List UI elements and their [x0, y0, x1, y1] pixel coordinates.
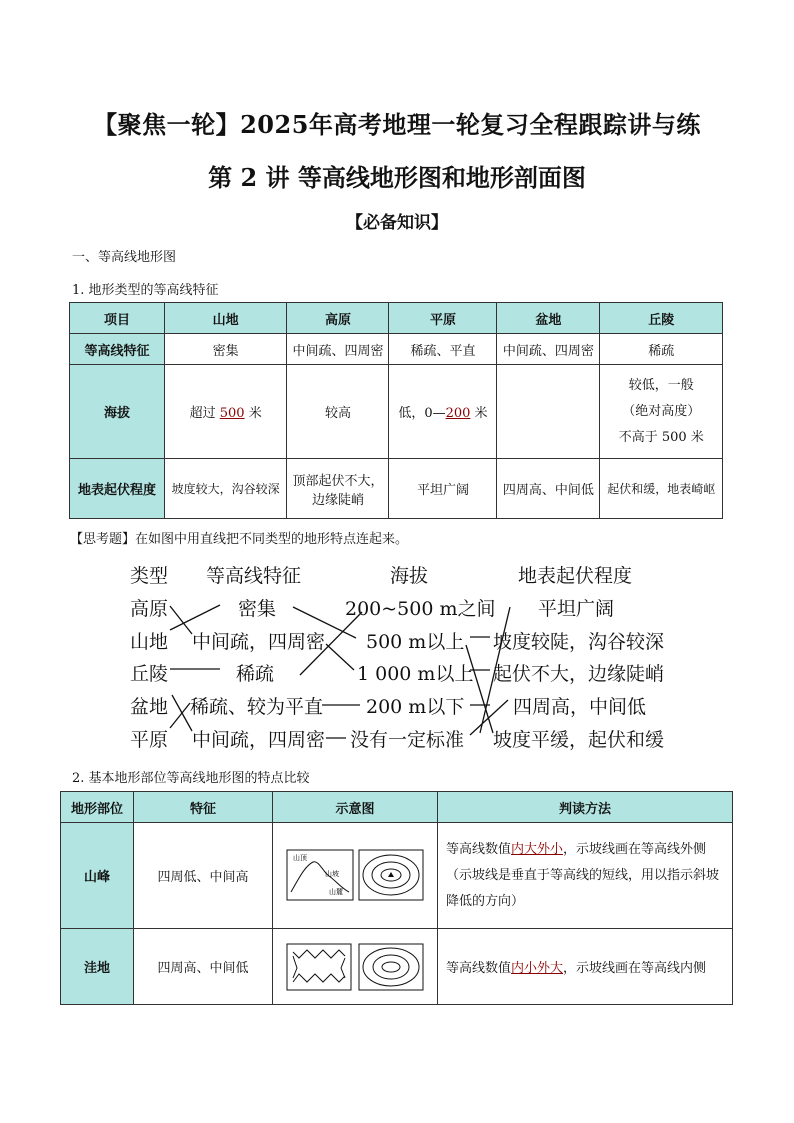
text: 低，0— — [398, 406, 446, 421]
match-relief: 四周高，中间低 — [513, 696, 647, 718]
cell: 四周高、中间低 — [134, 929, 273, 1005]
header-item: 项目 — [70, 303, 165, 334]
match-header: 等高线特征 — [206, 565, 302, 587]
cell: 稀疏 — [600, 334, 723, 365]
document-title: 【聚焦一轮】2025年高考地理一轮复习全程跟踪讲与练 — [93, 110, 701, 139]
match-type: 平原 — [130, 729, 169, 751]
think-question: 【思考题】在如图中用直线把不同类型的地形特点连起来。 — [70, 532, 409, 547]
cell: 较高 — [287, 365, 389, 459]
highlight-text: 内大外小 — [511, 841, 564, 857]
text-line: 较低，一般 — [628, 377, 694, 393]
text: ，示坡线画在等高线外侧（示坡线是垂直于等高线的短线，用以指示斜坡降低的方向） — [446, 841, 720, 909]
header-feature: 特征 — [134, 792, 273, 823]
header-diagram: 示意图 — [273, 792, 438, 823]
text: 等高线数值 — [446, 961, 512, 976]
cell: 中间疏、四周密 — [287, 334, 389, 365]
method-cell — [438, 823, 733, 929]
depression-diagram — [285, 942, 425, 992]
match-relief: 坡度平缓，起伏和缓 — [493, 729, 665, 751]
match-type: 丘陵 — [130, 663, 169, 685]
diagram-label: 山坡 — [325, 869, 339, 878]
header-hill: 丘陵 — [600, 303, 723, 334]
peak-diagram — [285, 848, 425, 904]
cell: 起伏和缓，地表崎岖 — [600, 459, 723, 519]
match-contour: 稀疏、较为平直 — [190, 696, 324, 718]
match-type: 盆地 — [130, 696, 169, 718]
cell: 稀疏、平直 — [389, 334, 497, 365]
row-label-relief: 地表起伏程度 — [70, 459, 165, 519]
match-header: 类型 — [130, 565, 169, 587]
match-altitude: 1 000 m以上 — [357, 663, 474, 685]
subheading-2: 2. 基本地形部位等高线地形图的特点比较 — [72, 771, 310, 786]
cell: 密集 — [164, 334, 286, 365]
lesson-title: 第 2 讲 等高线地形图和地形剖面图 — [208, 163, 586, 192]
match-header: 地表起伏程度 — [518, 565, 633, 587]
text: 等高线数值 — [446, 841, 512, 857]
cell — [497, 365, 600, 459]
text: 米 — [244, 406, 262, 421]
match-altitude: 200~500 m之间 — [345, 598, 496, 620]
match-type: 高原 — [130, 598, 169, 620]
match-contour: 中间疏，四周密 — [192, 729, 326, 751]
contour-frame — [359, 944, 423, 990]
subheading-1: 1. 地形类型的等高线特征 — [72, 283, 219, 298]
match-relief: 坡度较陡，沟谷较深 — [493, 631, 665, 653]
match-contour: 密集 — [238, 598, 277, 620]
text: ，示坡线画在等高线内侧 — [563, 961, 707, 976]
cell: 坡度较大，沟谷较深 — [164, 459, 286, 519]
text: 超过 — [189, 406, 220, 421]
match-relief: 平坦广阔 — [538, 598, 615, 620]
row-label-peak: 山峰 — [61, 823, 134, 929]
cell: 四周高、中间低 — [497, 459, 600, 519]
cell — [389, 365, 497, 459]
highlight-number: 500 — [219, 406, 245, 421]
section-label: 【必备知识】 — [346, 213, 448, 233]
match-line — [170, 606, 192, 634]
match-altitude: 200 m以下 — [366, 696, 465, 718]
match-altitude: 500 m以上 — [366, 631, 465, 653]
diagram-label: 山麓 — [329, 887, 343, 896]
match-type: 山地 — [130, 631, 169, 653]
match-header: 海拔 — [390, 565, 429, 587]
terrain-type-table — [69, 302, 723, 519]
part-heading: 一、等高线地形图 — [72, 250, 177, 265]
row-label-altitude: 海拔 — [70, 365, 165, 459]
peak-diagram-cell — [273, 823, 438, 929]
header-mountain: 山地 — [164, 303, 286, 334]
match-contour: 稀疏 — [236, 663, 275, 685]
match-altitude: 没有一定标准 — [350, 729, 465, 751]
match-line — [172, 695, 192, 731]
cell — [164, 365, 286, 459]
cell — [600, 365, 723, 459]
highlight-text: 内小外大 — [511, 961, 564, 976]
header-part: 地形部位 — [61, 792, 134, 823]
match-relief: 起伏不大，边缘陡峭 — [493, 663, 665, 685]
match-line — [326, 644, 354, 670]
cell: 顶部起伏不大，边缘陡峭 — [287, 459, 389, 519]
text-line: （绝对高度） — [622, 403, 701, 419]
header-plain: 平原 — [389, 303, 497, 334]
highlight-number: 200 — [445, 406, 471, 421]
header-method: 判读方法 — [438, 792, 733, 823]
text: 米 — [470, 406, 488, 421]
method-cell — [438, 929, 733, 1005]
row-label-depression: 洼地 — [61, 929, 134, 1005]
depression-diagram-cell — [273, 929, 438, 1005]
text-line: 不高于 500 米 — [618, 429, 704, 445]
header-basin: 盆地 — [497, 303, 600, 334]
match-contour: 中间疏，四周密 — [192, 631, 326, 653]
match-line — [170, 703, 190, 728]
row-label-density: 等高线特征 — [70, 334, 165, 365]
cell: 平坦广阔 — [389, 459, 497, 519]
cell: 中间疏、四周密 — [497, 334, 600, 365]
header-plateau: 高原 — [287, 303, 389, 334]
landform-table — [60, 791, 733, 1005]
diagram-label: 山顶 — [293, 853, 307, 862]
cell: 四周低、中间高 — [134, 823, 273, 929]
